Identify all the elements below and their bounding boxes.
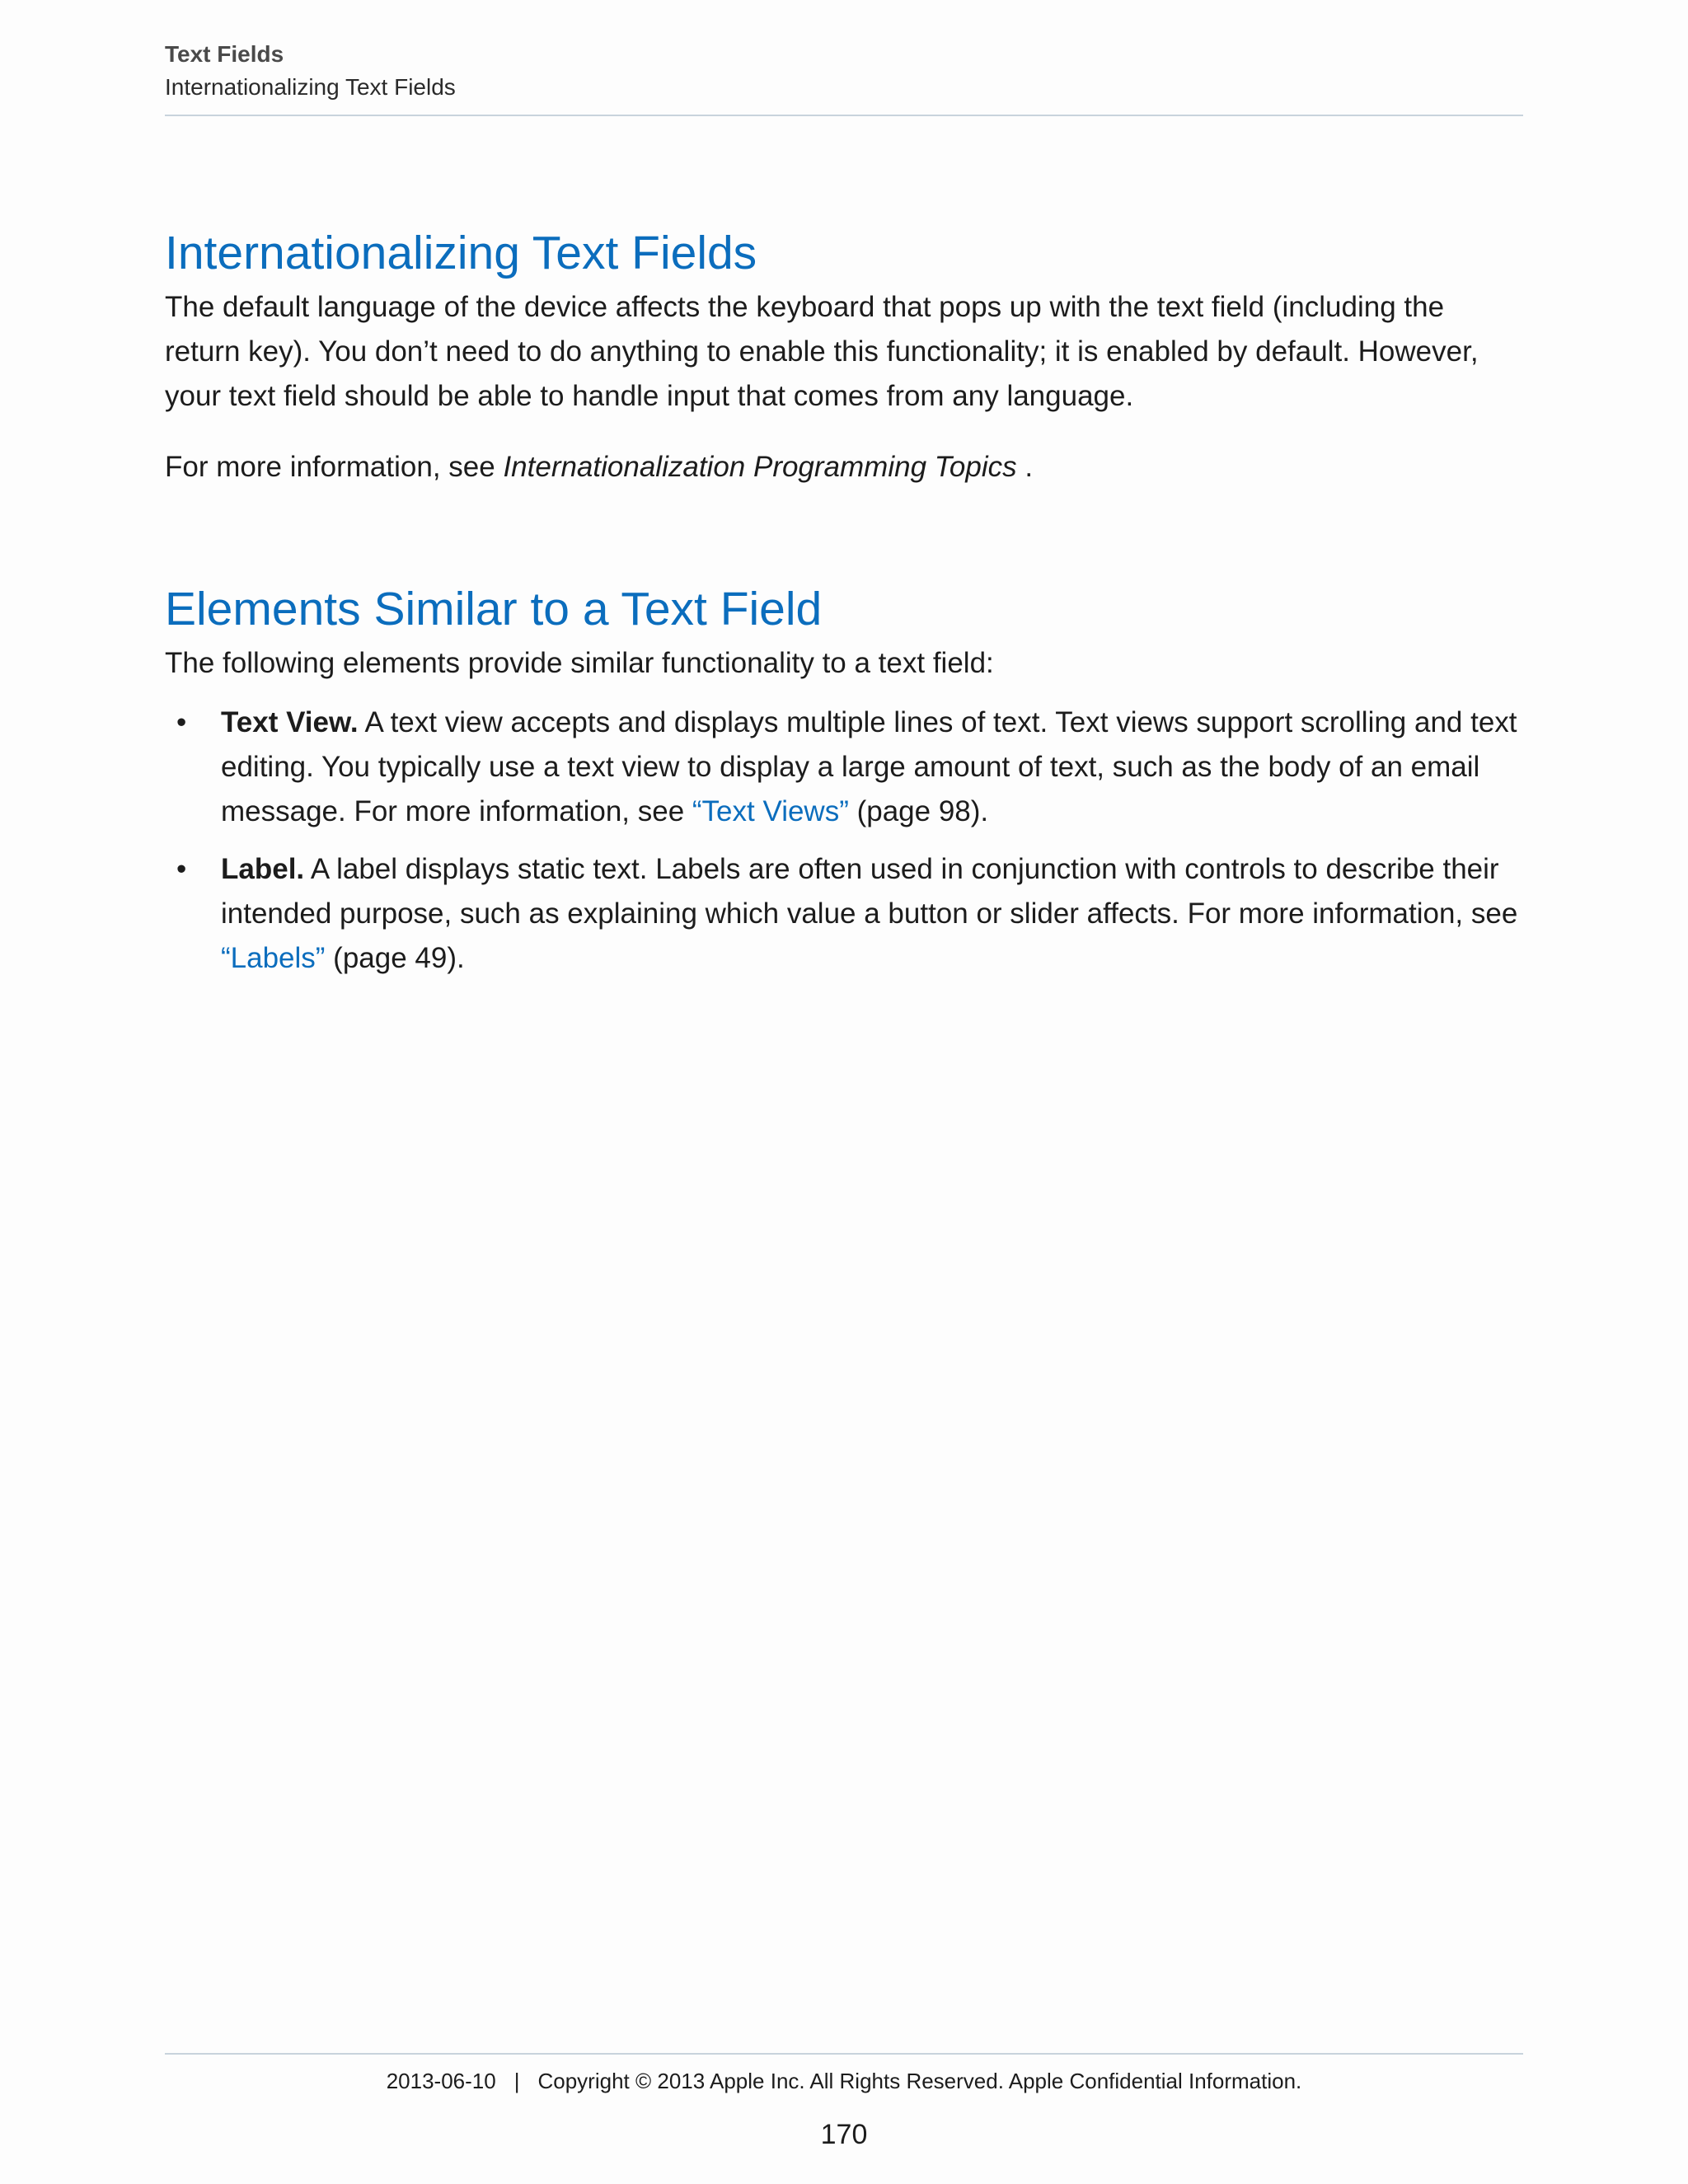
paragraph-default-language: The default language of the device affects the keyboard that pops up with the text field (including the return key). You don’t need to do anything to enable this functionality; it is enabled by default. However, your text field should be able to handle input that comes from any language. [165,291,1479,412]
page-content [165,223,1523,994]
section-heading-similar-elements: Elements Similar to a Text Field [165,583,823,635]
footer-copyright-line [165,2065,1523,2097]
paragraph-more-information [165,445,1523,490]
page-ref-labels: (page 49). [325,942,465,974]
more-info-suffix: . [1016,451,1034,483]
header-section-title: Internationalizing Text Fields [165,74,456,100]
list-item-text-view [165,701,1523,834]
description-text-view: A text view accepts and displays multiple lines of text. Text views support scrolling and text editing. You typically use a text view to display a large amount of text, such as the body of an email message. For more information, see [221,706,1517,827]
footer-divider [165,2053,1523,2055]
footer-date: 2013-06-10 [386,2069,496,2093]
more-info-doc-title: Internationalization Programming Topics [503,451,1017,483]
link-text-views[interactable]: “Text Views” [692,795,849,827]
similar-elements-list [165,701,1523,981]
link-labels[interactable]: “Labels” [221,942,326,974]
description-label: A label displays static text. Labels are often used in conjunction with controls to describe their intended purpose, such as explaining which value a button or slider affects. For more information, see [221,853,1518,930]
more-info-prefix: For more information, see [165,451,504,483]
running-header [165,38,1523,104]
header-chapter-title: Text Fields [165,41,284,67]
footer-copyright: Copyright © 2013 Apple Inc. All Rights Reserved. Apple Confidential Information. [537,2069,1302,2093]
header-divider [165,115,1523,116]
section-heading-internationalizing: Internationalizing Text Fields [165,227,757,279]
bullet-icon: • [176,706,187,738]
list-item-label [165,847,1523,981]
page-ref-text-views: (page 98). [848,795,989,827]
page-number: 170 [820,2119,868,2150]
bullet-icon: • [176,853,187,885]
footer-separator: | [513,2069,520,2093]
term-label: Label. [221,853,305,885]
term-text-view: Text View. [221,706,359,738]
paragraph-similar-intro: The following elements provide similar functionality to a text field: [165,647,994,679]
